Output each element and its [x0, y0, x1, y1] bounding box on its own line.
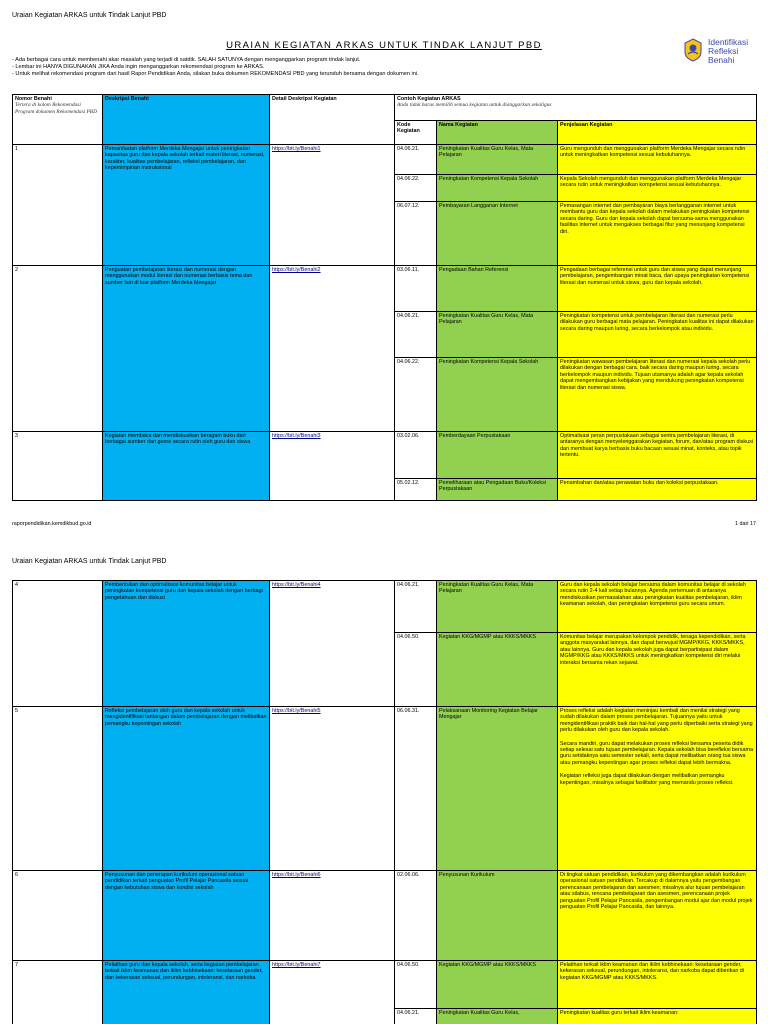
table-row	[13, 961, 757, 1009]
running-header: Uraian Kegiatan ARKAS untuk Tindak Lanjut PBD	[12, 558, 167, 565]
activity-name: Kegiatan KKG/MGMP atau KKKS/MKKS	[437, 633, 558, 707]
header-deskripsi-label: Deskripsi Benahi	[105, 96, 149, 102]
table-row	[13, 581, 757, 633]
explanation-paragraph: Kegiatan refleksi juga dapat dilakukan dengan melibatkan pemangku kepentingan, misalnya sebagai fasilitator yang memandu proses refleksi.	[560, 773, 734, 786]
activity-code: 02.06.06.	[395, 871, 437, 961]
detail-link-cell	[270, 145, 395, 266]
activity-code: 06.06.31.	[395, 707, 437, 871]
activity-explanation: Di tingkat satuan pendidikan, kurikulum yang dikembangkan adalah kurikulum operasional satuan pendidikan. Tercakup di dalamnya yaitu pengembangan perencanaan pembelajaran dan asesmen; misalnya alur tujuan pembelajaran atau silabus, rencana pembelajaran dan asesmen, perencanaan projek penguatan Profil Pelajar Pancasila, pengembangan modul ajar dan modul projek penguatan Profil Pelajar Pancasila, dan lainnya.	[558, 871, 757, 961]
table-row	[13, 871, 757, 961]
activity-name: Peningkatan Kualitas Guru Kelas, Mata Pelajaran	[437, 145, 558, 175]
activity-code: 03.02.06.	[395, 432, 437, 479]
logo-text	[708, 38, 748, 65]
activity-explanation: Guru dan kepala sekolah belajar bersama dalam komunitas belajar di sekolah secara rutin 2-4 kali setiap bulannya. Agenda pertemuan di antaranya mendiskusikan permasalahan atau peningkatan kualitas pembelajaran, iklim keamanan sekolah, dan peningkatan kompetensi guru secara umum.	[558, 581, 757, 633]
activity-code: 05.02.12.	[395, 479, 437, 501]
header-contoh-label: Contoh Kegiatan ARKAS	[397, 96, 461, 102]
activity-name: Pelaksanaan Monitoring Kegiatan Belajar Mengajar	[437, 707, 558, 871]
header-kode-label: Kode Kegiatan	[397, 122, 420, 135]
activity-name: Peningkatan Kualitas Guru Kelas, Mata Pelajaran	[437, 581, 558, 633]
table-row	[13, 145, 757, 175]
running-header: Uraian Kegiatan ARKAS untuk Tindak Lanjut PBD	[12, 12, 167, 19]
detail-link-cell	[270, 961, 395, 1024]
footer-website: raporpendidikan.kemdikbud.go.id	[12, 521, 92, 527]
activity-explanation: Peningkatan kualitas guru terkait iklim keamanan:	[558, 1009, 757, 1024]
header-penjelasan-label: Penjelasan Kegiatan	[560, 122, 613, 128]
logo-line-benahi: Benahi	[708, 55, 735, 65]
logo-line-identifikasi: Identifikasi	[708, 37, 749, 47]
benahi-description: Pelatihan guru dan kepala sekolah, serta kegiatan pembelajaran terkait iklim keamanan dan iklim kebhinekaan: kesetaraan gender, dan kekerasan seksual, perundungan, intoleransi, dan narkoba	[103, 961, 270, 1024]
benahi-detail-link[interactable]: https://bit.ly/Benahi2	[272, 267, 321, 273]
activity-name: Pemberdayaan Perpustakaan	[437, 432, 558, 479]
logo-line-refleksi: Refleksi	[708, 46, 739, 56]
benahi-number: 1	[13, 145, 103, 266]
activity-code: 04.06.21.	[395, 581, 437, 633]
activity-code: 04.06.21.	[395, 145, 437, 175]
page-separator	[0, 530, 768, 548]
activity-explanation: Kepala Sekolah mengunduh dan menggunakan platform Merdeka Mengajar secara rutin untuk meningkatkan kompetensi sesuai kebutuhannya.	[558, 175, 757, 202]
explanation-paragraph: Secara mandiri, guru dapat melakukan proses refleksi bersama peserta didik setiap selesai satu tujuan pembelajaran. Kepala sekolah bisa berefleksi bersama guru setidaknya satu semester sekali, serta dapat melibatkan orang tua siswa atau pemangku kepentingan agar proses refleksi dapat lebih bermakna.	[560, 740, 753, 766]
benahi-detail-link[interactable]: https://bit.ly/Benahi5	[272, 708, 321, 714]
header-kode-kegiatan	[395, 121, 437, 145]
activity-explanation: Penambahan dan/atau perawatan buku dan koleksi perpustakaan.	[558, 479, 757, 501]
benahi-detail-link[interactable]: https://bit.ly/Benahi6	[272, 872, 321, 878]
activity-name: Kegiatan KKG/MGMP atau KKKS/MKKS	[437, 961, 558, 1009]
activity-name: Peningkatan Kualitas Guru Kelas,	[437, 1009, 558, 1024]
activity-explanation	[558, 707, 757, 871]
activity-explanation: Peningkatan kompetensi untuk pembelajaran literasi dan numerasi perlu dilakukan guru berbagai mata pelajaran. Peningkatan kualitas ini dapat dilakukan secara daring maupun luring, secara berkelompok atau individu.	[558, 312, 757, 358]
activity-code: 04.06.21.	[395, 312, 437, 358]
detail-link-cell	[270, 871, 395, 961]
detail-link-cell	[270, 707, 395, 871]
header-penjelasan-kegiatan	[558, 121, 757, 145]
header-nama-kegiatan	[437, 121, 558, 145]
header-deskripsi-benahi	[103, 95, 270, 145]
benahi-detail-link[interactable]: https://bit.ly/Benahi7	[272, 962, 321, 968]
activity-code: 03.06.11.	[395, 266, 437, 312]
note-line: - Ada berbagai cara untuk membenahi akar masalah yang terjadi di satdik. SALAH SATUNYA dengan menganggarkan program tindak lanjut.	[12, 57, 361, 63]
benahi-number: 6	[13, 871, 103, 961]
activity-name: Peningkatan Kompetensi Kepala Sekolah	[437, 175, 558, 202]
benahi-description: Penyusunan dan penerapan kurikulum operasional satuan pendidikan terkait penguatan Profil Pelajar Pancasila sesuai dengan kebutuhan siswa dan kondisi sekolah	[103, 871, 270, 961]
activity-explanation: Peningkatan wawasan pembelajaran literasi dan numerasi kepala sekolah perlu dilakukan dengan berbagai cara, baik secara daring maupun luring, secara berkelompok maupun individu. Tujuan utamanya adalah agar kepala sekolah dapat mengembangkan kebijakan yang mendukung peningkatan kompetensi literasi dan numerasi siswa.	[558, 358, 757, 432]
activity-name: Pembayaran Langganan Internet	[437, 202, 558, 266]
benahi-detail-link[interactable]: https://bit.ly/Benahi4	[272, 582, 321, 588]
table-row	[13, 432, 757, 479]
header-nomor-label: Nomor Benahi	[15, 96, 52, 102]
arkas-table-page-1	[12, 94, 757, 501]
header-detail-deskripsi	[270, 95, 395, 145]
detail-link-cell	[270, 581, 395, 707]
table-row	[13, 266, 757, 312]
footer-page-number: 1 dari 17	[735, 521, 756, 527]
table-row	[13, 707, 757, 871]
note-line: - Untuk melihat rekomendasi program dari hasil Rapor Pendidikan Anda, silakan buka dokumen REKOMENDASI PBD yang terunduh bersama dengan dokumen ini.	[12, 71, 419, 77]
activity-explanation: Pemasangan internet dan pembayaran biaya berlangganan internet untuk membantu guru dan kepala sekolah dalam melakukan peningkatan kompetensi secara daring. Guru dan kepala sekolah dapat bersama-sama menggunakan fasilitas internet untuk mengakses berbagai fitur yang menunjang kompetensi diri.	[558, 202, 757, 266]
benahi-number: 4	[13, 581, 103, 707]
activity-explanation: Optimalisasi peran perpustakaan sebagai sentra pembelajaran literasi, di antaranya dengan menyelenggarakan kegiatan, forum, dan/atau program diskusi dan membuat karya berbasis buku bacaan sesuai minat, konteks, atau topik tertentu.	[558, 432, 757, 479]
benahi-description: Pemanfaatan platform Merdeka Mengajar untuk peningkatan kapasitas guru dan kepala sekolah terkait materi literasi, numerasi, karakter, kualitas pembelajaran, refleksi pembelajaran, dan kepemimpinan instruksional	[103, 145, 270, 266]
benahi-number: 5	[13, 707, 103, 871]
header-detail-label: Detail Deskripsi Kegiatan	[272, 96, 337, 102]
header-contoh-kegiatan	[395, 95, 757, 121]
activity-code: 06.07.12.	[395, 202, 437, 266]
activity-name: Peningkatan Kualitas Guru Kelas, Mata Pelajaran	[437, 312, 558, 358]
header-nomor-benahi	[13, 95, 103, 145]
document-title: URAIAN KEGIATAN ARKAS UNTUK TINDAK LANJUT PBD	[226, 40, 542, 51]
benahi-description: Penguatan pembelajaran literasi dan numerasi dengan menggunakan modul literasi dan numerasi berbasis tema dan sumber lain di luar platform Merdeka Mengajar	[103, 266, 270, 432]
explanation-paragraph: Proses refleksi adalah kegiatan meninjau kembali dan menilai strategi yang sudah dilakukan dalam proses pembelajaran. Tujuannya yaitu untuk mengidentifikasi praktik baik dan hal-hal yang perlu diperbaiki serta strategi yang perlu dilakukan oleh guru dan kepala sekolah.	[560, 708, 753, 734]
activity-code: 04.06.21.	[395, 1009, 437, 1024]
activity-name: Peningkatan Kompetensi Kepala Sekolah	[437, 358, 558, 432]
activity-explanation: Pelatihan terkait iklim keamanan dan iklim kebhinekaan: kesetaraan gender, kekerasan seksual, perundungan, intoleransi, dan narkoba dapat diberikan di kegiatan KKG/MGMP atau KKKS/MKKS.	[558, 961, 757, 1009]
benahi-description: Refleksi pembelajaran oleh guru dan kepala sekolah untuk mengidentifikasi tantangan dalam pembelajaran dengan melibatkan pemangku kepentingan sekolah	[103, 707, 270, 871]
benahi-number: 2	[13, 266, 103, 432]
benahi-description: Kegiatan membaca dan mendiskusikan beragam buku dari berbagai sumber dan genre secara rutin oleh guru dan siswa	[103, 432, 270, 501]
header-nama-label: Nama Kegiatan	[439, 122, 478, 128]
instruction-notes	[12, 57, 692, 78]
activity-explanation: Guru mengunduh dan menggunakan platform Merdeka Mengajar secara rutin untuk meningkatkan kompetensi sesuai kebutuhannya.	[558, 145, 757, 175]
detail-link-cell	[270, 432, 395, 501]
header-nomor-note: Tertera di kolom Rekomendasi Program dokumen Rekomendasi PBD	[15, 102, 97, 115]
activity-code: 04.06.50.	[395, 633, 437, 707]
activity-name: Penyusunan Kurikulum	[437, 871, 558, 961]
document-page-2	[0, 548, 768, 1024]
benahi-detail-link[interactable]: https://bit.ly/Benahi3	[272, 433, 321, 439]
benahi-number: 7	[13, 961, 103, 1024]
benahi-description: Pembentukan dan optimalisasi komunitas belajar untuk peningkatan kompetensi guru dan kepala sekolah dengan berbagi pengetahuan dan diskusi	[103, 581, 270, 707]
detail-link-cell	[270, 266, 395, 432]
benahi-number: 3	[13, 432, 103, 501]
activity-code: 04.06.50.	[395, 961, 437, 1009]
note-line: - Lembar ini HANYA DIGUNAKAN JIKA Anda ingin menganggarkan rekomendasi program ke ARKAS.	[12, 64, 265, 70]
activity-code: 04.06.22.	[395, 175, 437, 202]
activity-explanation: Pengadaan berbagai referensi untuk guru dan siswa yang dapat menunjang pembelajaran, pengembangan minat baca, dan upaya peningkatan kompetensi literasi dan numerasi untuk siswa, guru dan kepala sekolah.	[558, 266, 757, 312]
activity-explanation: Komunitas belajar merupakan kelompok pendidik, tenaga kependidikan, serta anggota masyarakat lainnya, dan dapat berwujud MGMP/KKG, KKKS/MKKS, atau lainnya. Guru dan kepala sekolah juga dapat berpartisipasi dalam MGMP/KKG atau KKKS/MKKS untuk meningkatkan kompetensi diri melalui interaksi bersama rekan sejawat.	[558, 633, 757, 707]
arkas-table-page-2	[12, 580, 757, 1024]
header-contoh-note: Anda tidak harus memilih semua kegiatan untuk dianggarkan sekaligus	[397, 102, 552, 109]
identifikasi-refleksi-benahi-logo	[682, 36, 768, 72]
benahi-detail-link[interactable]: https://bit.ly/Benahi1	[272, 146, 321, 152]
activity-code: 04.06.22.	[395, 358, 437, 432]
activity-name: Pengadaan Bahan Referensi	[437, 266, 558, 312]
activity-name: Pemeliharaan atau Pengadaan Buku/Koleksi Perpustakaan	[437, 479, 558, 501]
